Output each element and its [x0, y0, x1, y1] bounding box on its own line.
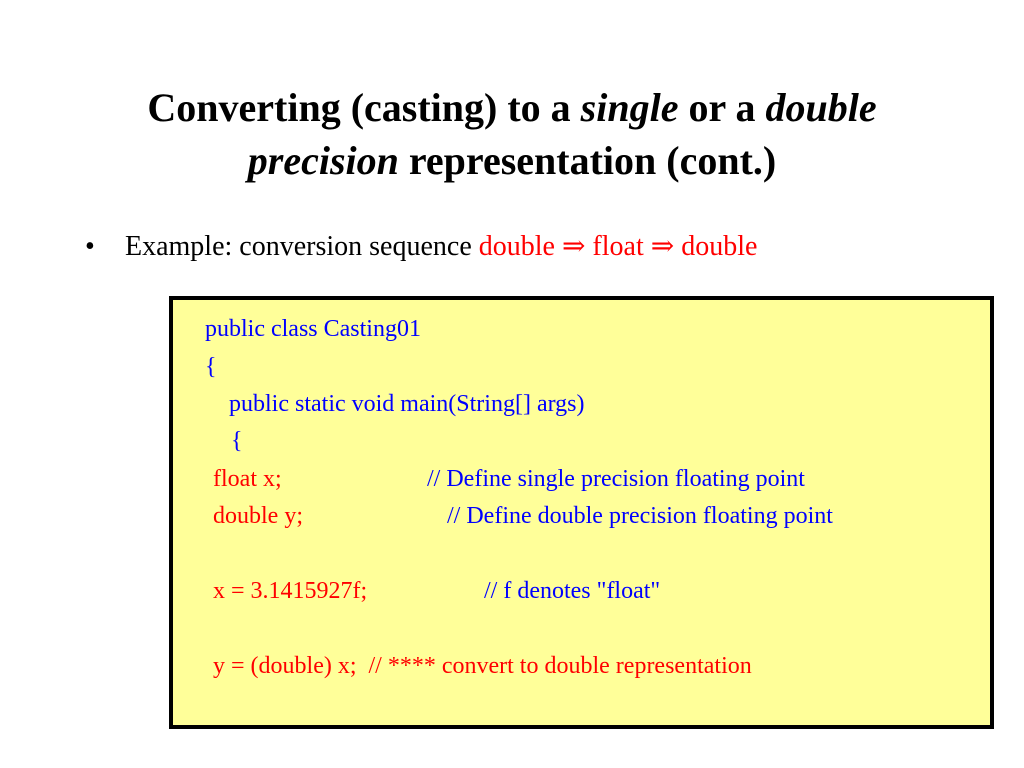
- code-comment-double: // Define double precision floating point: [447, 503, 833, 529]
- title-part-3: representation (cont.): [398, 137, 777, 183]
- code-listing-box: [169, 296, 994, 729]
- title-precision-italic: precision: [247, 137, 399, 183]
- slide-title: [60, 82, 964, 188]
- title-double-italic: double: [765, 85, 877, 130]
- code-comment-float-suffix: // f denotes "float": [484, 578, 661, 604]
- title-single-italic: single: [580, 85, 679, 130]
- code-comment-float: // Define single precision floating point: [427, 466, 805, 492]
- bullet-icon: •: [85, 231, 95, 262]
- bullet-text: Example: conversion sequence: [125, 231, 479, 262]
- title-part-2: or a: [678, 85, 766, 130]
- conversion-sequence: double ⇒ float ⇒ double: [478, 231, 758, 262]
- code-line-class-decl: public class Casting01: [205, 316, 421, 342]
- code-line-main-brace: {: [231, 428, 243, 454]
- code-line-float-decl: float x;: [213, 466, 282, 492]
- code-line-assign-x: x = 3.1415927f;: [213, 578, 368, 604]
- title-part-1: Converting (casting) to a: [147, 85, 581, 130]
- code-line-double-decl: double y;: [213, 503, 303, 529]
- code-line-open-brace: {: [205, 354, 217, 380]
- code-line-cast: y = (double) x; // **** convert to double representation: [213, 653, 752, 679]
- code-line-main-decl: public static void main(String[] args): [229, 391, 585, 417]
- example-bullet: [85, 230, 757, 264]
